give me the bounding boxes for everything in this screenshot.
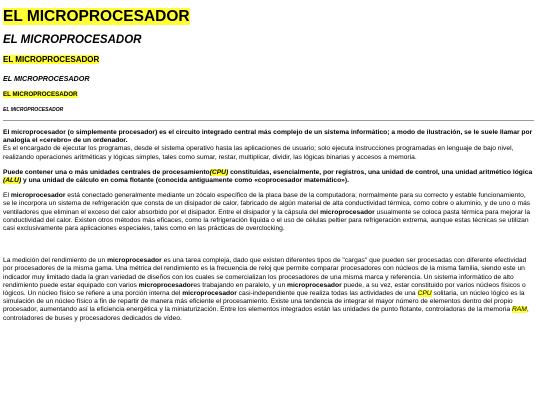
heading-1 [3,8,534,25]
text-span: puede, a su vez, estar constituido por varios núcleos físicos o lógicos. Un núcleo físico se refiere a una porción interna del [3,281,526,298]
text-span: es una tarea compleja, dado que existen diferentes tipos de "cargas" que pueden ser procesadas con diferente efectividad por procesadores de la misma gama. Una métrica del rendimiento es la frecuencia de reloj que permite comparar procesadores con núcleos de la misma familia, siendo este un indicador muy limitado dada la gran variedad de diseños con los cuales se comercializan los procesadores de una misma marca y referencia. Un sistema informático de alto rendimiento puede estar equipado con varios [3,257,527,289]
heading-4: EL MICROPROCESADOR [3,74,90,83]
text-span: casi-independiente que realiza todas las actividades de una [236,290,418,298]
text-span: usualmente se coloca pasta térmica para mejorar la conductividad del calor. Existen otros métodos más eficaces, como la refrigeración líquida o el uso de células peltier para refrigeración extrema, aunque estas técnicas se utilizan casi exclusivamente para aplicaciones especiales, tales como en las prácticas de overclocking. [3,208,531,233]
heading-1-text: EL MICROPROCESADOR [3,8,190,25]
paragraph-intro-bold: El microprocesador (o simplemente procesador) es el circuito integrado central más complejo de un sistema informático; a modo de ilustración, se le suele llamar por analogía el «cerebro» de un ordenador. [3,129,533,145]
text-span: y una unidad de cálculo en coma flotante (conocida antiguamente como «coprocesador matemático»). [21,177,349,185]
alu-highlight: (ALU) [3,177,22,185]
keyword: microprocesador [287,281,342,289]
text-span: solitaria, un núcleo lógico es la simulación de un núcleo físico a fin de repartir de manera más eficiente el procesamiento. Existe una tendencia de integrar el mayor número de elementos dentro del propio procesador, aumentando así la eficiencia energética y la miniaturización. Entre los elementos integrados están las unidades de punto flotante, controladoras de la memoria [3,290,525,314]
heading-5 [3,91,534,99]
spacer [3,240,534,257]
text-span: El [3,192,11,200]
cpu-highlight: (CPU) [209,168,229,176]
heading-2: EL MICROPROCESADOR [3,34,142,46]
heading-5-text: EL MICROPROCESADOR [3,91,78,98]
document-page [3,8,534,330]
ram-highlight: RAM [511,306,527,314]
heading-6: EL MICROPROCESADOR [3,107,64,113]
text-span: , controladores de buses y procesadores dedicados de vídeo. [3,306,529,322]
text-span: está conectado generalmente mediante un zócalo específico de la placa base de la computadora; normalmente para su correcto y estable funcionamiento, se le incorpora un sistema de refrigeración que consta de un disipador de calor, fabricado de algún material de alta conductividad térmica, como cobre o aluminio, y de uno o más ventiladores que eliminan el exceso del calor absorbido por el disipador. Entre el disipador y la cápsula del [3,192,531,216]
paragraph-intro: Es el encargado de ejecutar los programas, desde el sistema operativo hasta las aplicaciones de usuario; solo ejecuta instrucciones programadas en lenguaje de bajo nivel, realizando operaciones aritméticas y lógicas simples, tales como sumar, restar, multiplicar, dividir, las lógicas binarias y accesos a memoria. [3,145,514,161]
keyword: microprocesador [320,208,375,216]
heading-3 [3,55,534,65]
keyword: microprocesador [107,257,162,265]
text-span: Puede contener una o más unidades centrales de procesamiento [3,168,210,176]
keyword: microprocesador [138,281,194,289]
heading-3-text: EL MICROPROCESADOR [3,55,100,64]
text-span: es trabajando en paralelo, y un [193,281,288,289]
paragraph-cooling [3,192,534,233]
cpu-highlight: CPU [417,290,432,298]
keyword: microprocesador [182,290,237,298]
text-span: constituidas, esencialmente, por registros, una unidad de control, una unidad aritmético lógica [228,168,533,176]
keyword: microprocesador [10,192,66,200]
paragraph-performance [3,257,534,323]
paragraph-units [3,169,534,185]
text-span: La medición del rendimiento de un [3,257,108,265]
divider [3,120,534,121]
